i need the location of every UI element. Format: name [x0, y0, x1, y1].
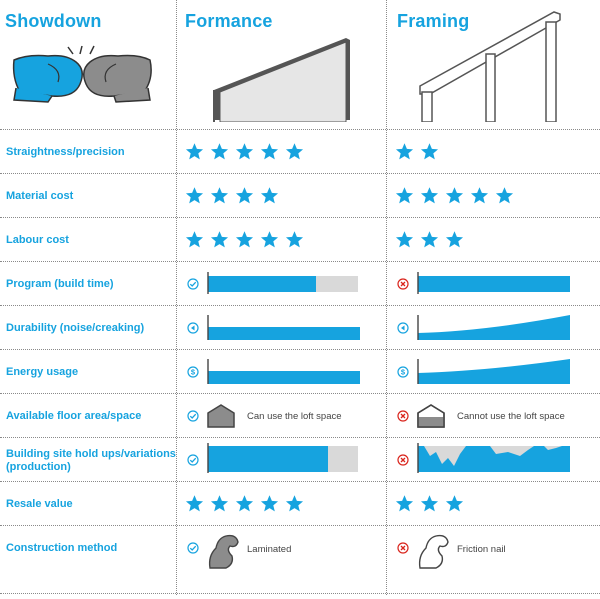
star-icon [260, 230, 279, 249]
floor-area-note-framing: Cannot use the loft space [457, 411, 565, 422]
star-icon [420, 186, 439, 205]
star-icon [395, 230, 414, 249]
star-icon [185, 142, 204, 161]
stars-material-formance [185, 186, 279, 205]
row-divider [0, 525, 600, 526]
cross-icon [397, 410, 409, 422]
check-icon [187, 278, 199, 290]
program-bar-formance [206, 270, 360, 294]
energy-curve-framing [416, 357, 572, 385]
row-label-floor-area: Available floor area/space [6, 410, 142, 422]
star-icon [260, 186, 279, 205]
star-icon [285, 230, 304, 249]
row-divider [0, 129, 600, 130]
row-label-material-cost: Material cost [6, 190, 74, 202]
row-divider [0, 393, 600, 394]
star-icon [445, 186, 464, 205]
svg-text:$: $ [400, 367, 406, 377]
row-divider [0, 173, 600, 174]
sound-icon [187, 322, 199, 334]
cross-icon [397, 542, 409, 554]
star-icon [185, 186, 204, 205]
flexed-arm-icon [416, 530, 452, 570]
dollar-icon [187, 366, 199, 378]
house-icon [416, 403, 446, 429]
row-label-construction: Construction method [6, 542, 118, 554]
sound-icon [397, 322, 409, 334]
durability-curve-framing [416, 313, 572, 341]
stars-straightness-formance [185, 142, 304, 161]
cross-icon [397, 454, 409, 466]
bar-fill [418, 276, 570, 292]
star-icon [260, 142, 279, 161]
stars-straightness-framing [395, 142, 439, 161]
star-icon [185, 230, 204, 249]
star-icon [420, 230, 439, 249]
row-divider [0, 305, 600, 306]
row-label-labour-cost: Labour cost [6, 234, 69, 246]
construction-note-framing: Friction nail [457, 544, 506, 555]
star-icon [395, 494, 414, 513]
star-icon [445, 230, 464, 249]
row-divider [0, 217, 600, 218]
column-title-formance: Formance [185, 11, 273, 31]
formance-wall-icon [206, 30, 356, 122]
svg-text:$: $ [190, 367, 196, 377]
star-icon [185, 494, 204, 513]
star-icon [470, 186, 489, 205]
check-icon [187, 410, 199, 422]
flexed-arm-icon [206, 530, 242, 570]
row-label-program: Program (build time) [6, 278, 114, 290]
star-icon [210, 186, 229, 205]
stars-labour-formance [185, 230, 304, 249]
durability-bar-formance [206, 313, 360, 341]
house-icon [206, 403, 236, 429]
star-icon [260, 494, 279, 513]
row-divider [0, 437, 600, 438]
cross-icon [397, 278, 409, 290]
site-holdups-chart-framing [416, 442, 572, 474]
star-icon [495, 186, 514, 205]
row-divider [0, 481, 600, 482]
star-icon [420, 494, 439, 513]
star-icon [395, 186, 414, 205]
row-label-straightness: Straightness/precision [6, 146, 125, 158]
bar-fill [208, 446, 328, 472]
column-divider-1 [176, 0, 177, 595]
row-divider [0, 349, 600, 350]
check-icon [187, 542, 199, 554]
construction-note-formance: Laminated [247, 544, 292, 555]
star-icon [235, 142, 254, 161]
program-bar-framing [416, 270, 572, 294]
framing-icon [418, 8, 563, 122]
row-label-energy: Energy usage [6, 366, 79, 378]
column-divider-2 [386, 0, 387, 595]
star-icon [395, 142, 414, 161]
row-label-resale: Resale value [6, 498, 73, 510]
column-title-framing: Framing [397, 11, 470, 31]
row-divider [0, 593, 600, 594]
boxing-gloves-icon [8, 40, 158, 108]
star-icon [420, 142, 439, 161]
star-icon [210, 230, 229, 249]
stars-labour-framing [395, 230, 464, 249]
star-icon [210, 142, 229, 161]
site-holdups-bar-formance [206, 442, 360, 474]
star-icon [235, 494, 254, 513]
energy-bar-formance [206, 357, 360, 385]
star-icon [235, 230, 254, 249]
page-title: Showdown [5, 11, 102, 31]
star-icon [285, 142, 304, 161]
row-divider [0, 261, 600, 262]
row-label-durability: Durability (noise/creaking) [6, 322, 145, 334]
row-label-site-holdups: Building site hold ups/variations [6, 448, 176, 460]
row-label-site-holdups-sub: (production) [6, 461, 71, 473]
bar-fill [208, 276, 316, 292]
dollar-icon [397, 366, 409, 378]
star-icon [445, 494, 464, 513]
star-icon [210, 494, 229, 513]
star-icon [285, 494, 304, 513]
star-icon [235, 186, 254, 205]
stars-resale-framing [395, 494, 464, 513]
stars-resale-formance [185, 494, 304, 513]
check-icon [187, 454, 199, 466]
floor-area-note-formance: Can use the loft space [247, 411, 342, 422]
stars-material-framing [395, 186, 514, 205]
